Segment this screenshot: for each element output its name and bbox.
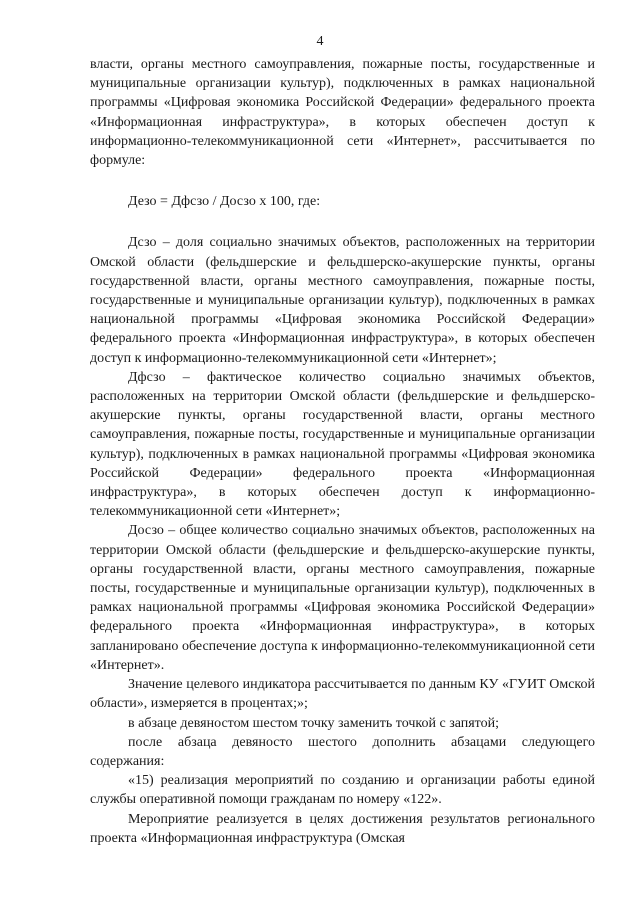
paragraph-continuation: власти, органы местного самоуправления, пожарные посты, государственные и муниципальные организации культур), подключенных в рамках национальной программы «Цифровая экономика Российской Федерации» федерального проекта «Информационная инфраструктура», в которых обеспечен доступ к информационно-телекоммуникационной сети «Интернет», рассчитывается по формуле: [90,57,595,169]
paragraph-amendment-2: после абзаца девяносто шестого дополнить абзацами следующего содержания: [90,734,595,769]
definition-dszo: Дсзо – доля социально значимых объектов, расположенных на территории Омской области (фельдшерские и фельдшерско-акушерские пункты, органы государственной власти, органы местного самоуправления, пожарные посты, государственные и муниципальные организации культур), подключенных в рамках национальной программы «Цифровая экономика Российской Федерации» федерального проекта «Информационная инфраструктура», в которых обеспечен доступ к информационно-телекоммуникационной сети «Интернет»; [90,235,595,366]
paragraph-indicator-source: Значение целевого индикатора рассчитывается по данным КУ «ГУИТ Омской области», измеряется в процентах;»; [90,677,595,712]
definition-dfszo: Дфсзо – фактическое количество социально значимых объектов, расположенных на территории Омской области (фельдшерские и фельдшерско-акушерские пункты, органы государственной власти, органы местного самоуправления, пожарные посты, государственные и муниципальные организации культур), подключенных в рамках национальной программы «Цифровая экономика Российской Федерации» федерального проекта «Информационная инфраструктура», в которых обеспечен доступ к информационно-телекоммуникационной сети «Интернет»; [90,369,595,520]
page-number: 4 [316,34,324,49]
definition-doszo: Досзо – общее количество социально значимых объектов, расположенных на территории Омской области (фельдшерские и фельдшерско-акушерские пункты, органы государственной власти, органы местного самоуправления, пожарные посты, государственные и муниципальные организации культур), подключенных в рамках национальной программы «Цифровая экономика Российской Федерации» федерального проекта «Информационная инфраструктура», в которых запланировано обеспечение доступа к информационно-телекоммуникационной сети «Интернет». [90,523,595,673]
document-body [90,55,595,848]
paragraph-item-15: «15) реализация мероприятий по созданию и организации работы единой службы оперативной помощи гражданам по номеру «122». [90,773,595,808]
paragraph-amendment-1: в абзаце девяностом шестом точку заменить точкой с запятой; [128,715,499,731]
paragraph-measure: Мероприятие реализуется в целях достижения результатов регионального проекта «Информационная инфраструктура (Омская [90,811,595,846]
formula: Дезо = Дфсзо / Досзо х 100, где: [128,194,321,210]
